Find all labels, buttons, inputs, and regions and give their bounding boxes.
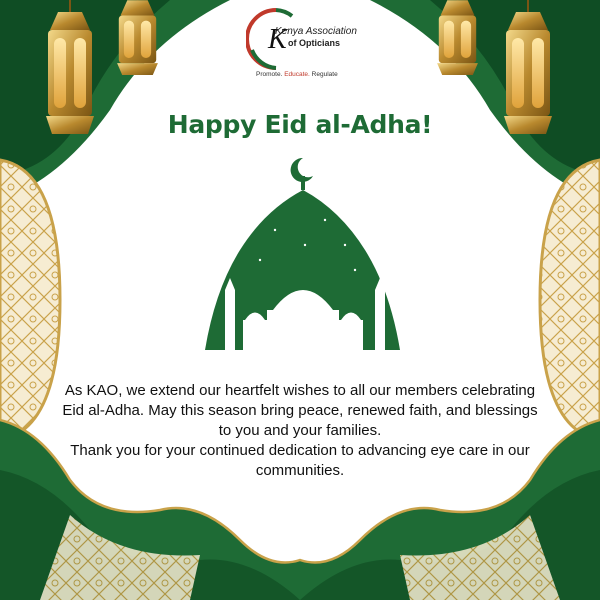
- logo-tagline: [256, 71, 338, 78]
- lantern-icon: [117, 0, 158, 75]
- tagline-regulate: Regulate: [311, 71, 338, 78]
- mosque-icon: [195, 150, 410, 365]
- lattice-right: [540, 160, 600, 440]
- tagline-promote: Promote.: [256, 71, 283, 78]
- message-paragraph-2: Thank you for your continued dedication to advancing eye care in our communities.: [70, 442, 530, 479]
- org-name-line2: of Opticians: [288, 38, 341, 48]
- page-title: Happy Eid al-Adha!: [167, 110, 433, 139]
- greeting-message: [60, 381, 540, 481]
- org-name-line1: Kenya Association: [275, 26, 357, 37]
- lattice-left: [0, 160, 60, 440]
- lantern-icon: [437, 0, 478, 75]
- message-paragraph-1: As KAO, we extend our heartfelt wishes to all our members celebrating Eid al-Adha. May this season bring peace, renewed faith, and blessings to you and your families.: [62, 382, 538, 439]
- svg-text:K: K: [268, 24, 287, 55]
- tagline-educate: Educate.: [284, 71, 310, 78]
